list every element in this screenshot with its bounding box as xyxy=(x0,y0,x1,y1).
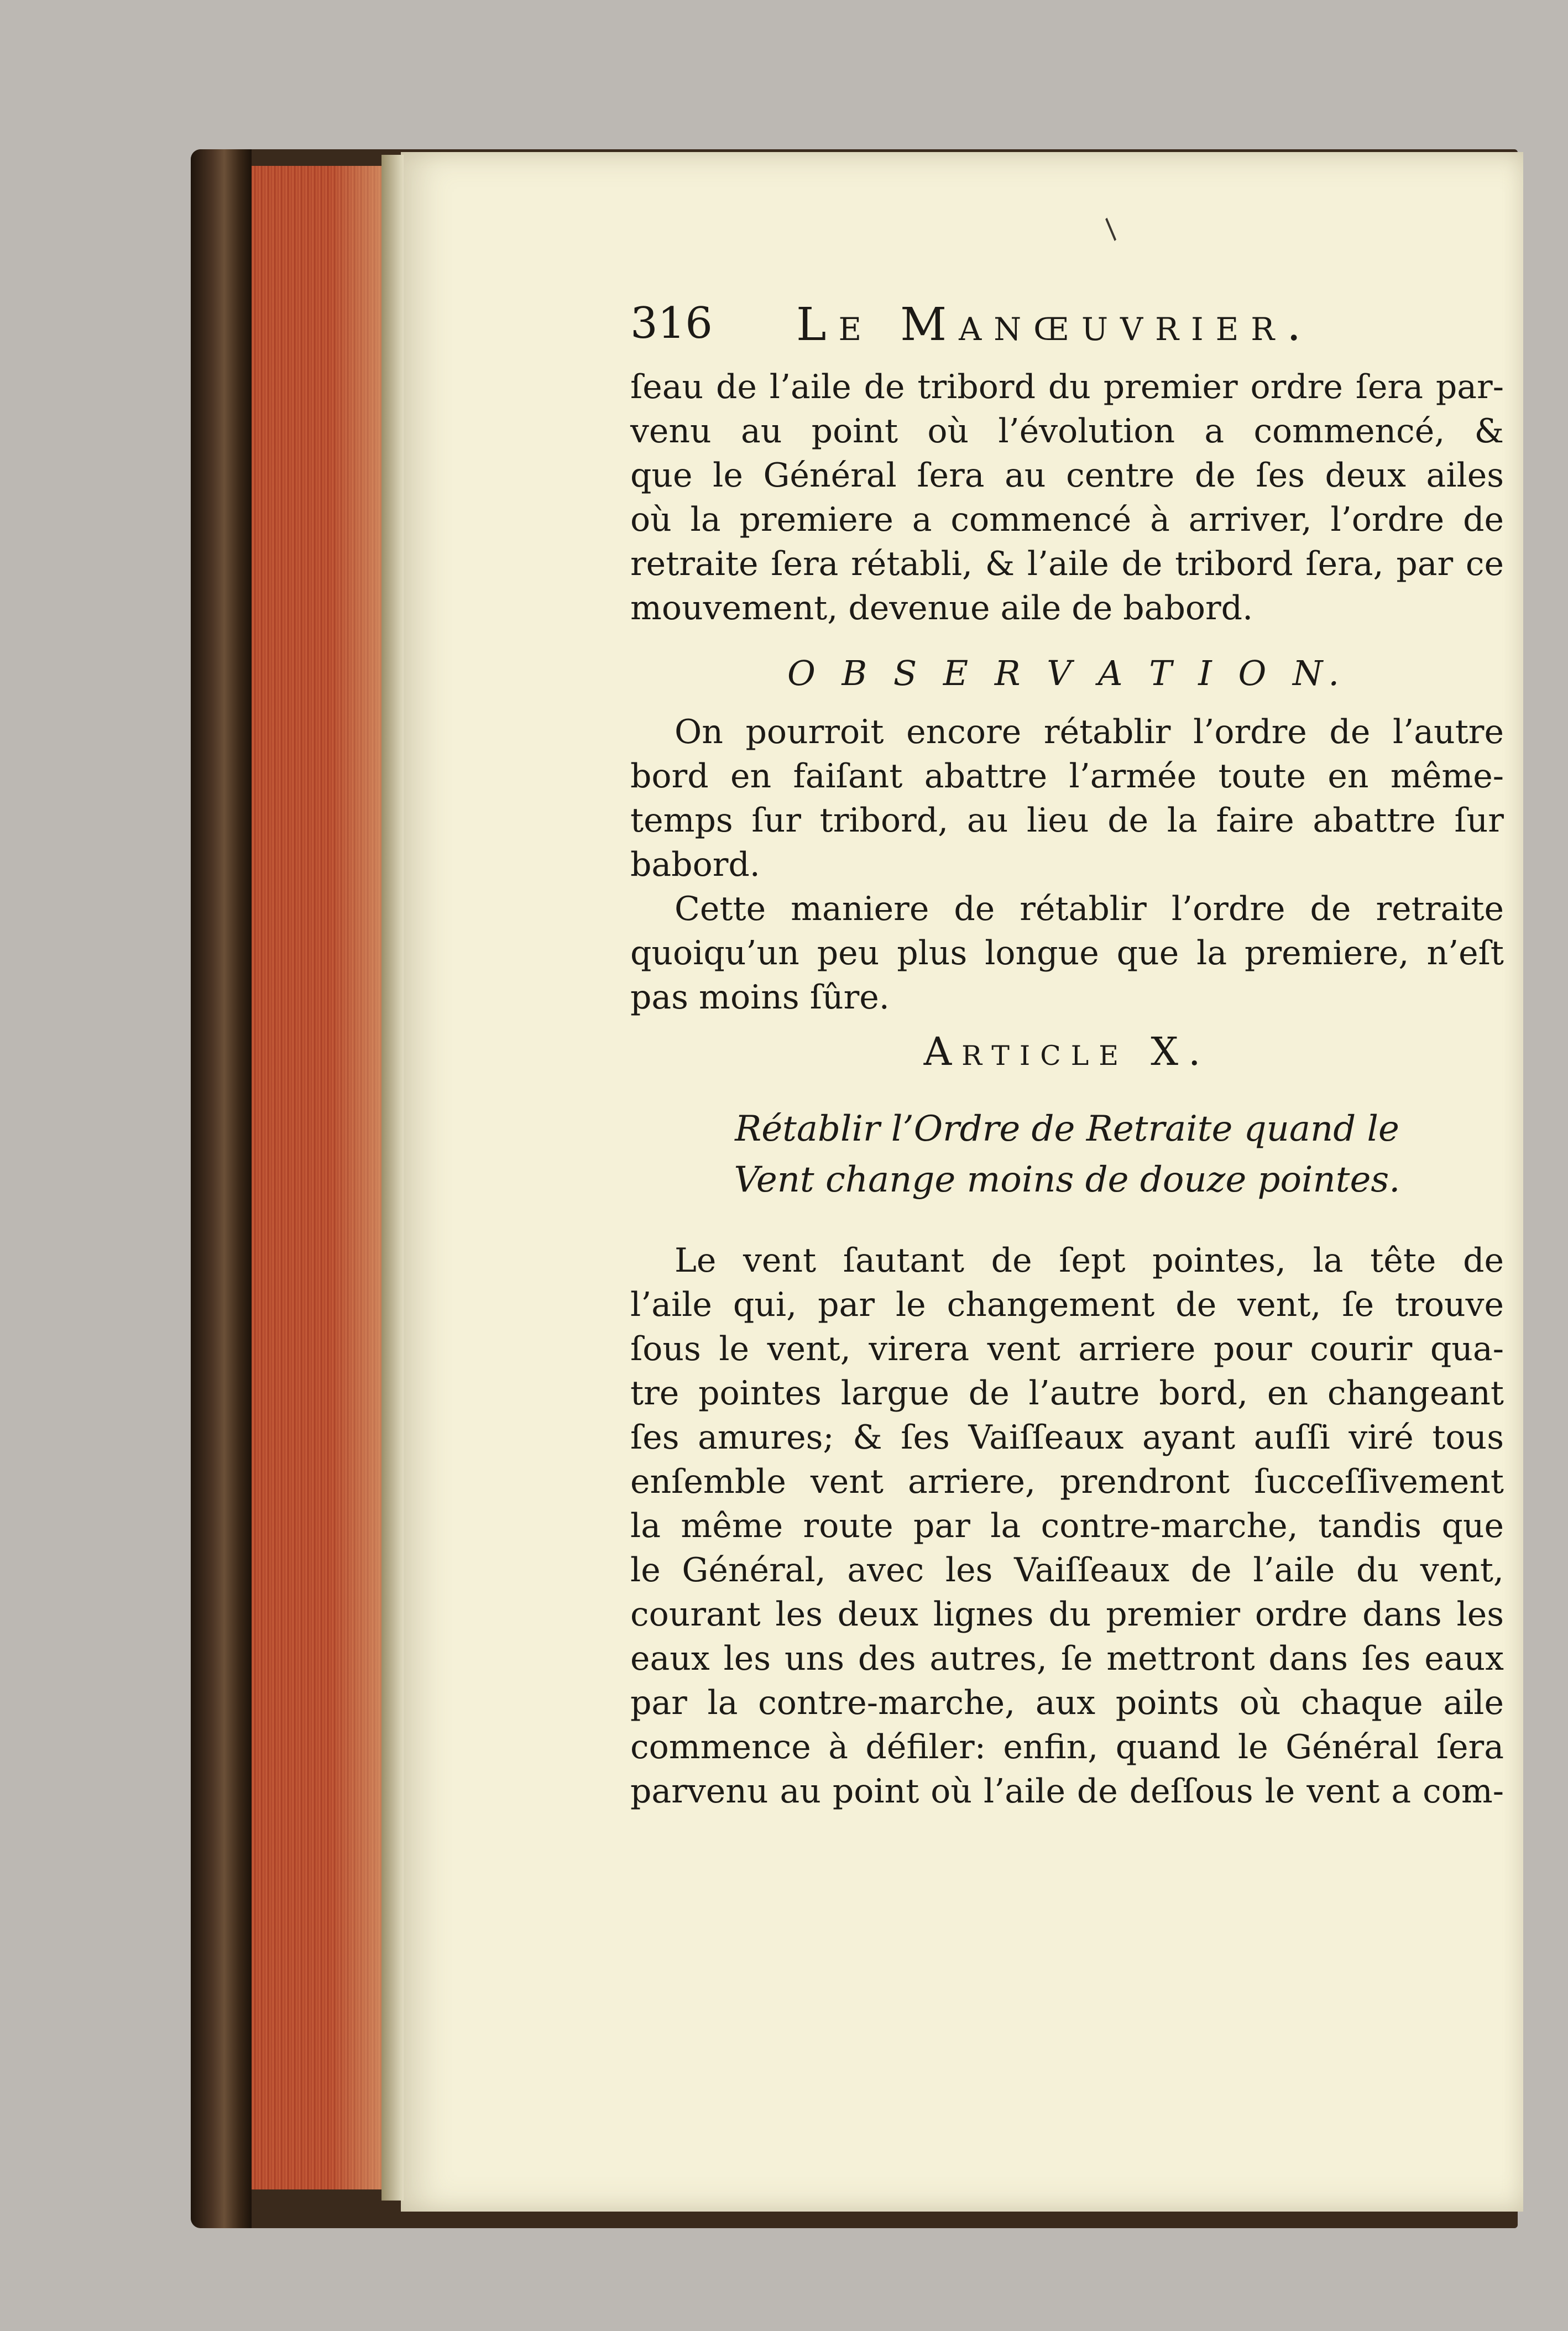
text-line: Cette maniere de rétablir l’ordre de retraite xyxy=(675,890,1504,928)
article-title-line: Vent change moins de douze pointes. xyxy=(734,1159,1400,1200)
text-line: ſous le vent, virera vent arriere pour courir qua- xyxy=(630,1330,1504,1368)
text-line: ſeau de l’aile de tribord du premier ordre ſera par- xyxy=(630,368,1504,406)
text-line: pas moins ſûre. xyxy=(630,978,890,1017)
text-line: où la premiere a commencé à arriver, l’ordre de xyxy=(630,500,1504,539)
page-edges-shade xyxy=(332,166,384,2189)
text-line: eaux les uns des autres, ſe mettront dans ſes eaux xyxy=(630,1639,1504,1678)
paragraph-4 xyxy=(630,1238,1504,1813)
text-line: par la contre-marche, aux points où chaque aile xyxy=(630,1684,1504,1722)
text-line: courant les deux lignes du premier ordre dans les xyxy=(630,1595,1504,1634)
text-line: temps ſur tribord, au lieu de la faire abattre ſur xyxy=(630,801,1504,840)
text-line: babord. xyxy=(630,845,760,884)
text-line: On pourroit encore rétablir l’ordre de l’autre xyxy=(675,713,1504,751)
text-line: tre pointes largue de l’autre bord, en changeant xyxy=(630,1374,1504,1413)
text-line: retraite ſera rétabli, & l’aile de tribord ſera, par ce xyxy=(630,545,1504,583)
article-title xyxy=(630,1104,1504,1205)
text-line: bord en faiſant abattre l’armée toute en même- xyxy=(630,757,1504,796)
text-line: commence à défiler: enfin, quand le Général ſera xyxy=(630,1728,1504,1766)
page-gutter xyxy=(381,155,404,2201)
book-spine xyxy=(191,149,252,2228)
page-text xyxy=(630,299,1504,1813)
paragraph-2 xyxy=(630,710,1504,887)
text-line: quoiqu’un peu plus longue que la premiere, n’eſt xyxy=(630,934,1504,973)
text-line: la même route par la contre-marche, tandis que xyxy=(630,1507,1504,1545)
paragraph-3 xyxy=(630,887,1504,1020)
text-line: ſes amures; & ſes Vaiſſeaux ayant auſſi viré tous xyxy=(630,1418,1504,1457)
text-line: Le vent ſautant de ſept pointes, la tête de xyxy=(675,1241,1504,1280)
text-line: le Général, avec les Vaiſſeaux de l’aile du vent, xyxy=(630,1551,1504,1590)
pencil-mark: / xyxy=(1096,213,1125,244)
running-head xyxy=(630,299,1504,365)
text-line: parvenu au point où l’aile de deſſous le vent a com- xyxy=(630,1772,1504,1811)
observation-heading: O B S E R V A T I O N. xyxy=(787,653,1347,693)
article-heading: Article X. xyxy=(923,1029,1211,1074)
running-title: Le Manœuvrier. xyxy=(796,299,1314,351)
text-line: mouvement, devenue aile de babord. xyxy=(630,589,1253,628)
article-title-line: Rétablir l’Ordre de Retraite quand le xyxy=(735,1109,1399,1149)
paragraph-1 xyxy=(630,365,1504,630)
text-line: venu au point où l’évolution a commencé, & xyxy=(630,412,1504,451)
page-number: 316 xyxy=(630,299,713,348)
text-line: que le Général ſera au centre de ſes deux ailes xyxy=(630,456,1504,495)
text-line: l’aile qui, par le changement de vent, ſe trouve xyxy=(630,1285,1504,1324)
text-line: enſemble vent arriere, prendront ſucceſſivement xyxy=(630,1462,1504,1501)
